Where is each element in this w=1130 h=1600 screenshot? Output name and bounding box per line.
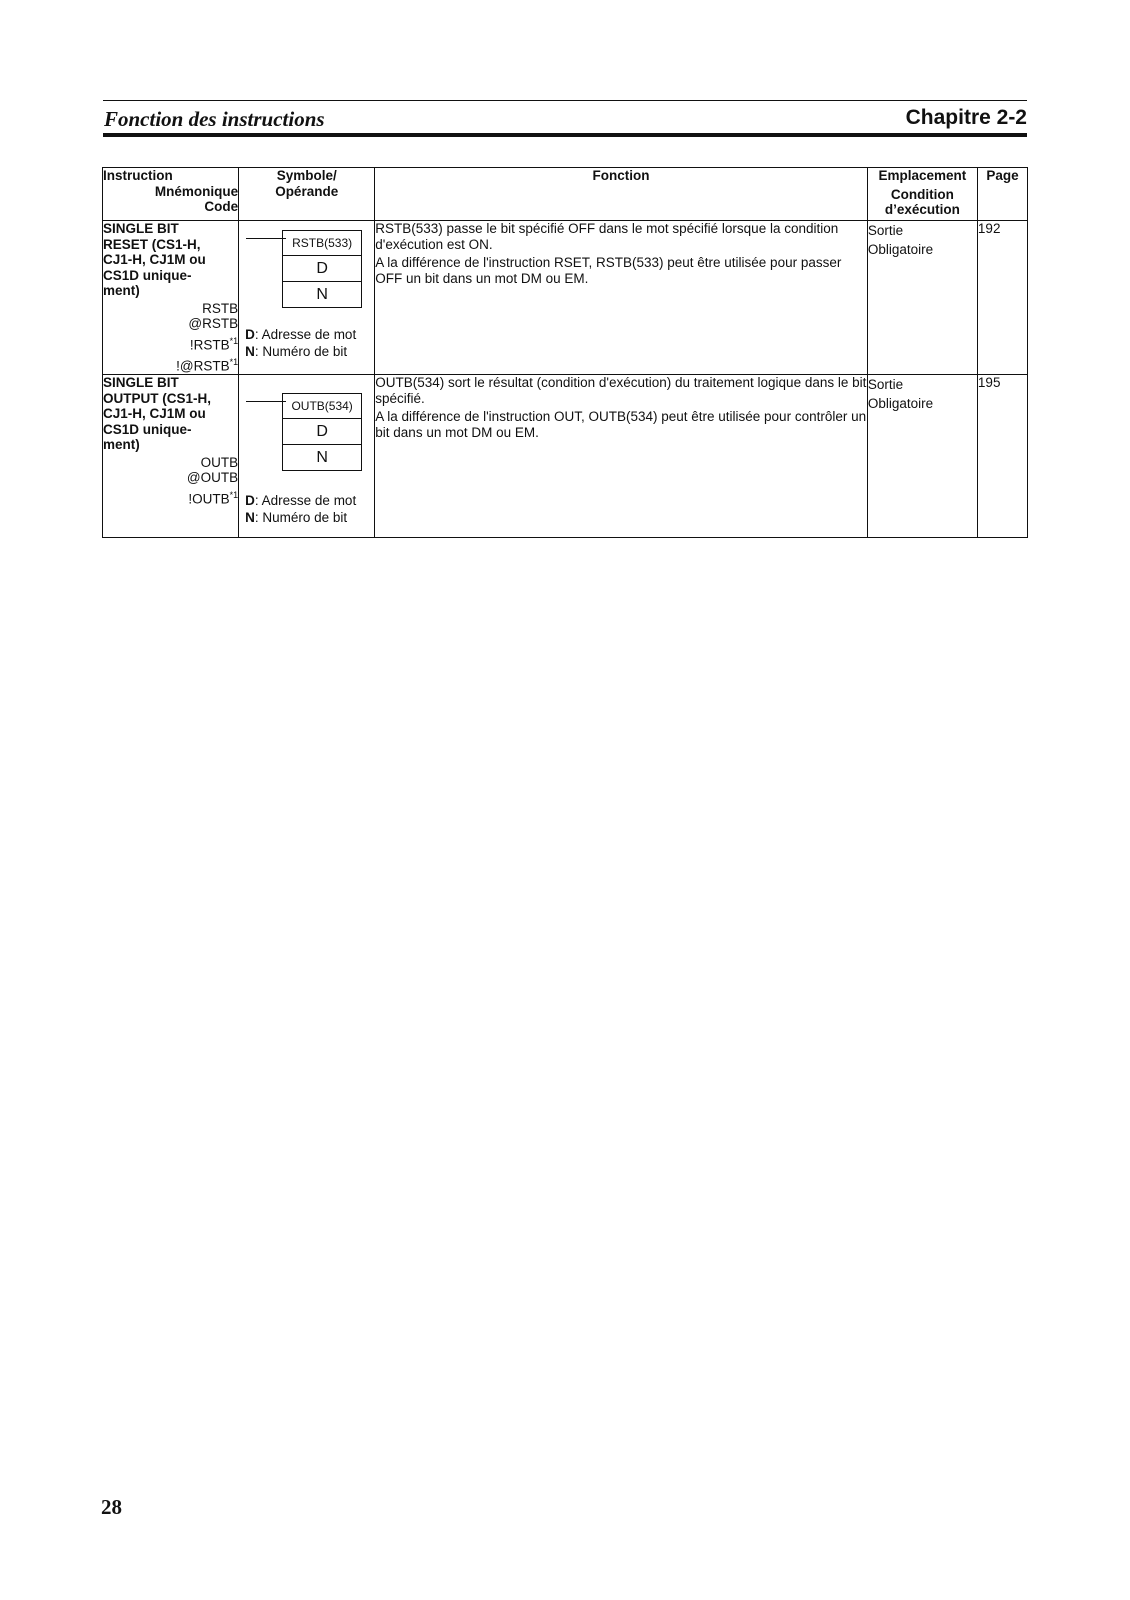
symbol-box-label: OUTB(534) xyxy=(283,394,361,419)
header-page-label: Page xyxy=(986,168,1019,183)
mnemonic-text: !RSTB xyxy=(189,337,230,352)
operand-n: N xyxy=(283,281,361,307)
mnemonic xyxy=(103,455,238,471)
symbol-cell xyxy=(239,221,375,375)
footnote-marker: *1 xyxy=(229,335,239,346)
operand-desc xyxy=(245,343,356,360)
operand-desc xyxy=(245,492,356,509)
header-page xyxy=(977,168,1027,221)
operand-descriptions xyxy=(245,326,356,360)
operand-descriptions xyxy=(245,492,356,526)
function-paragraph: A la différence de l'instruction OUT, OUTB(534) peut être utilisée pour contrôler un bit dans un mot DM ou EM. xyxy=(375,409,867,440)
instruction-name-line: OUTPUT (CS1-H, xyxy=(103,390,211,406)
location-cell xyxy=(867,375,977,538)
header-location xyxy=(867,168,977,221)
operand-desc xyxy=(245,509,356,526)
function-paragraph: A la différence de l'instruction RSET, RSTB(533) peut être utilisée pour passer OFF un bit dans un mot DM ou EM. xyxy=(375,255,842,286)
section-title: Fonction des instructions xyxy=(104,107,325,131)
mnemonic xyxy=(103,316,238,332)
ladder-rung-line xyxy=(246,238,286,239)
instruction-table xyxy=(102,167,1028,538)
mnemonic xyxy=(103,488,238,507)
header-condition-label: Condition xyxy=(890,186,954,202)
header-condition-label-2: d’exécution xyxy=(884,202,960,217)
instruction-name-line: ment) xyxy=(103,437,140,452)
ladder-rung-line xyxy=(246,401,286,402)
mnemonic-text: @RSTB xyxy=(188,316,239,331)
operand-key: D xyxy=(245,327,255,342)
function-paragraph: RSTB(533) passe le bit spécifié OFF dans le mot spécifié lorsque la condition d'exécution est ON. xyxy=(375,221,839,252)
operand-d: D xyxy=(316,260,328,277)
operand-n: N xyxy=(283,444,361,470)
symbol-cell xyxy=(239,375,375,538)
instruction-name-line: CJ1-H, CJ1M ou xyxy=(103,406,206,421)
instruction-symbol-box xyxy=(282,230,362,308)
instruction-cell xyxy=(103,375,239,538)
header-instruction xyxy=(103,168,239,221)
header-operand-label: Opérande xyxy=(275,183,339,199)
function-cell xyxy=(375,375,868,538)
instruction-name-line: CS1D unique- xyxy=(103,421,192,437)
operand-key: N xyxy=(245,510,255,525)
instruction-name-line: CS1D unique- xyxy=(103,267,192,283)
header-code-label: Code xyxy=(204,199,239,214)
header-bottom-rule xyxy=(103,133,1027,137)
page-cell xyxy=(977,221,1027,375)
instruction-cell xyxy=(103,221,239,375)
table-row xyxy=(103,375,1028,538)
chapter-label: Chapitre 2-2 xyxy=(905,106,1027,129)
location-text: Sortie xyxy=(867,223,904,238)
operand-text: : Numéro de bit xyxy=(254,344,348,359)
header-symbol-label: Symbole/ xyxy=(276,168,337,183)
instruction-name-line: SINGLE BIT xyxy=(103,375,179,390)
mnemonic xyxy=(103,470,238,486)
header-symbol xyxy=(239,168,375,221)
condition-text: Obligatoire xyxy=(867,396,934,411)
mnemonic-text: !@RSTB xyxy=(176,358,230,373)
header-location-label: Emplacement xyxy=(878,168,967,183)
operand-desc xyxy=(245,326,356,343)
header-function xyxy=(375,168,868,221)
mnemonic xyxy=(103,355,238,374)
symbol-box-label: RSTB(533) xyxy=(283,231,361,256)
header-instruction-label: Instruction xyxy=(103,168,173,183)
header-mnemonic-label: Mnémonique xyxy=(154,183,239,199)
header-function-label: Fonction xyxy=(592,168,650,183)
page-ref: 195 xyxy=(977,375,1001,390)
operand-d: D xyxy=(316,423,328,440)
mnemonic xyxy=(103,301,238,317)
table-row xyxy=(103,221,1028,375)
page-number: 28 xyxy=(101,1495,122,1519)
location-text: Sortie xyxy=(867,377,904,392)
function-paragraph: OUTB(534) sort le résultat (condition d'exécution) du traitement logique dans le bit spécifié. xyxy=(375,375,867,406)
condition-text: Obligatoire xyxy=(867,242,934,257)
header-top-rule xyxy=(103,100,1027,101)
mnemonic-text: @OUTB xyxy=(186,470,239,485)
footnote-marker: *1 xyxy=(229,356,239,367)
operand-key: D xyxy=(245,493,255,508)
operand-key: N xyxy=(245,344,255,359)
footnote-marker: *1 xyxy=(229,489,239,500)
page-ref: 192 xyxy=(977,221,1001,236)
location-cell xyxy=(867,221,977,375)
page-cell xyxy=(977,375,1027,538)
mnemonic-text: RSTB xyxy=(202,300,239,316)
instruction-symbol-box xyxy=(282,393,362,471)
operand-text: : Numéro de bit xyxy=(254,510,348,525)
instruction-name-line: RESET (CS1-H, xyxy=(103,236,201,252)
mnemonic-text: OUTB xyxy=(200,454,239,470)
table-header-row xyxy=(103,168,1028,221)
instruction-name-line: SINGLE BIT xyxy=(103,221,179,236)
operand-text: : Adresse de mot xyxy=(254,327,357,342)
operand-text: : Adresse de mot xyxy=(254,493,357,508)
mnemonic-text: !OUTB xyxy=(188,491,230,506)
mnemonic xyxy=(103,334,238,353)
instruction-name-line: ment) xyxy=(103,283,140,298)
function-cell xyxy=(375,221,868,375)
instruction-name-line: CJ1-H, CJ1M ou xyxy=(103,252,206,267)
